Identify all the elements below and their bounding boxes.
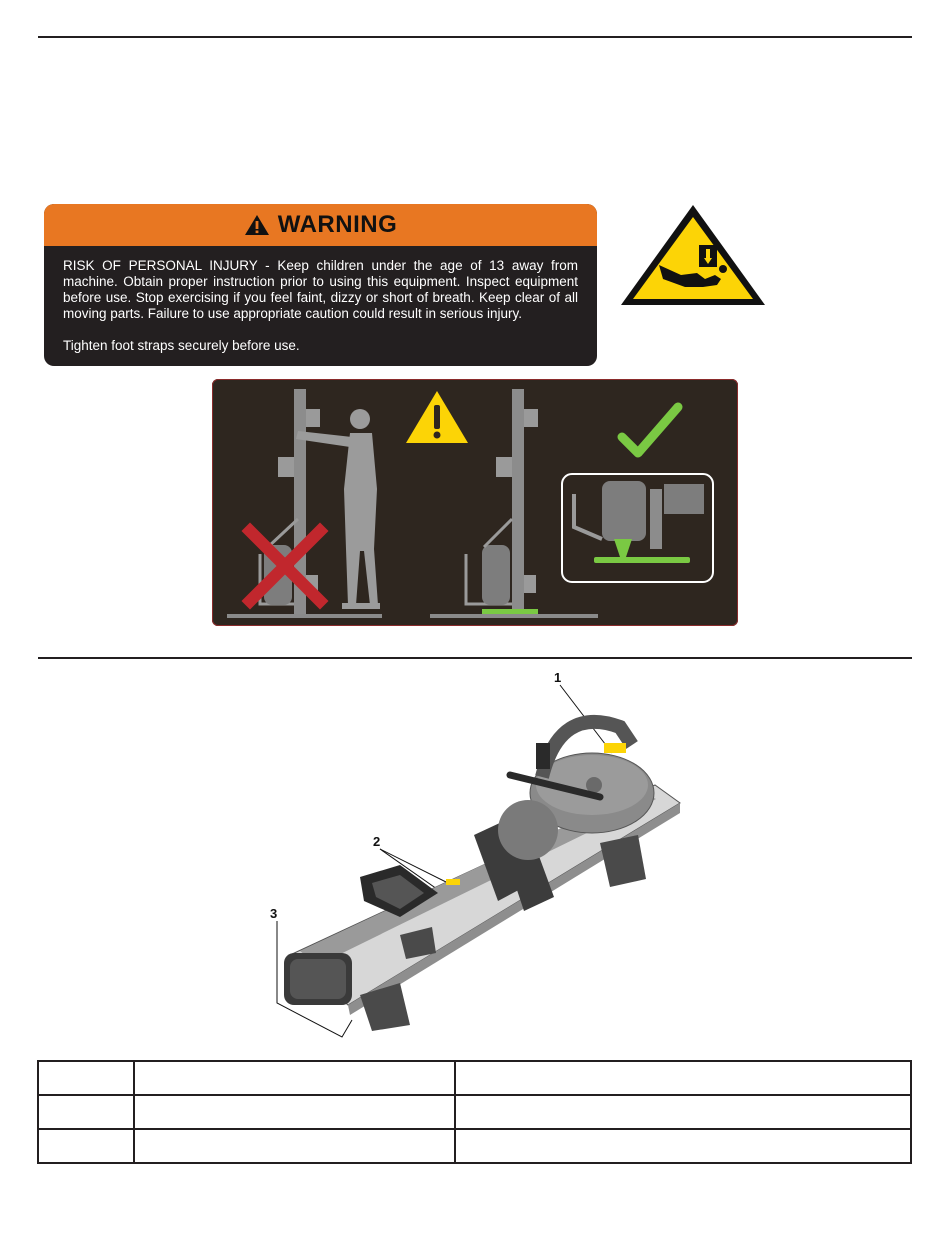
middle-divider bbox=[38, 657, 912, 659]
warning-note: Tighten foot straps securely before use. bbox=[63, 338, 300, 353]
warning-header bbox=[44, 204, 597, 246]
table-cell bbox=[134, 1129, 455, 1163]
crush-hazard-icon bbox=[619, 203, 767, 307]
warning-title: WARNING bbox=[277, 211, 398, 238]
table-cell bbox=[455, 1061, 911, 1095]
rowing-machine-diagram bbox=[260, 665, 700, 1045]
top-divider bbox=[38, 36, 912, 38]
safety-illustration bbox=[212, 379, 738, 626]
table-cell bbox=[134, 1095, 455, 1129]
warning-body bbox=[44, 246, 597, 354]
warning-triangle-icon bbox=[244, 214, 270, 236]
callout-3: 3 bbox=[270, 906, 278, 921]
table-cell bbox=[38, 1061, 134, 1095]
table-cell bbox=[455, 1095, 911, 1129]
warning-label bbox=[44, 204, 597, 366]
table-row bbox=[38, 1095, 911, 1129]
parts-table bbox=[37, 1060, 912, 1164]
warning-text: RISK OF PERSONAL INJURY - Keep children under the age of 13 away from machine. Obtain proper instruction prior to using this equipment. Inspect equipment before use. Stop exercising if you feel faint, dizzy or short of breath. Keep clear of all moving parts. Failure to use appropriate caution could result in serious injury. bbox=[63, 258, 578, 321]
foot-stretcher-detail bbox=[562, 474, 713, 582]
table-cell bbox=[134, 1061, 455, 1095]
callout-2: 2 bbox=[373, 834, 381, 849]
table-row bbox=[38, 1061, 911, 1095]
table-cell bbox=[455, 1129, 911, 1163]
table-cell bbox=[38, 1129, 134, 1163]
table-row bbox=[38, 1129, 911, 1163]
table-cell bbox=[38, 1095, 134, 1129]
callout-1: 1 bbox=[554, 670, 562, 685]
